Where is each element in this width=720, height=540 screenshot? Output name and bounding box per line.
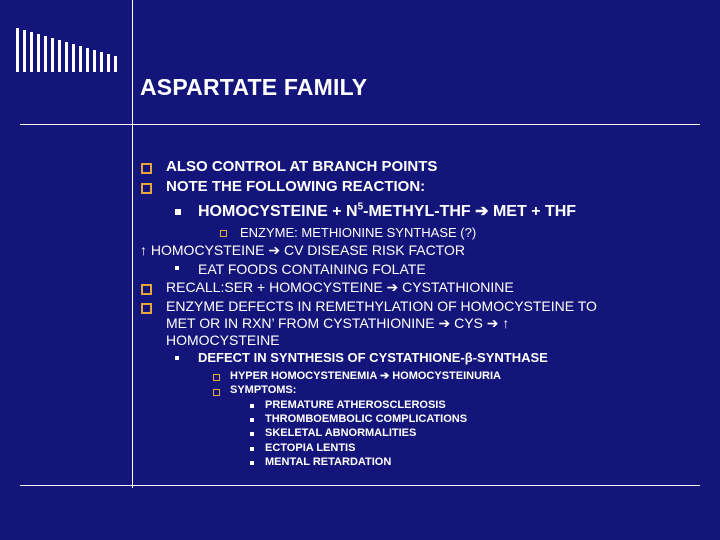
text-line-8: ENZYME DEFECTS IN REMETHYLATION OF HOMOCYSTEINE TO — [166, 298, 597, 314]
bullet-icon — [175, 266, 179, 270]
bullet-icon — [213, 389, 220, 396]
text-line-2: NOTE THE FOLLOWING REACTION: — [166, 178, 426, 195]
bullet-icon — [141, 183, 152, 194]
text-line-1: ALSO CONTROL AT BRANCH POINTS — [166, 158, 438, 175]
text-line-5: ↑ HOMOCYSTEINE ➔ CV DISEASE RISK FACTOR — [140, 242, 465, 258]
text-line-9: MET OR IN RXN’ FROM CYSTATHIONINE ➔ CYS ➔ ↑ — [166, 315, 510, 331]
bullet-icon — [141, 284, 152, 295]
reaction-line: HOMOCYSTEINE + $N^5-METHYL$-THF ➔ MET + THF — [198, 201, 577, 220]
text-line-13: SYMPTOMS: — [230, 384, 297, 396]
slide-title: ASPARTATE FAMILY — [140, 74, 368, 100]
bullet-icon — [175, 356, 179, 360]
text-line-4: ENZYME: METHIONINE SYNTHASE (?) — [240, 225, 477, 240]
text-line-12: HYPER HOMOCYSTENEMIA ➔ HOMOCYSTEINURIA — [230, 370, 501, 382]
symptom-2: THROMBOEMBOLIC COMPLICATIONS — [265, 413, 468, 425]
footer-divider — [20, 485, 700, 486]
bullet-icon — [213, 374, 220, 381]
symptom-4: ECTOPIA LENTIS — [265, 442, 356, 454]
text-line-6: EAT FOODS CONTAINING FOLATE — [198, 261, 426, 277]
symptom-1: PREMATURE ATHEROSCLEROSIS — [265, 399, 446, 411]
bullet-icon — [250, 404, 254, 408]
bullet-icon — [250, 432, 254, 436]
decorative-vertical-line — [132, 0, 133, 488]
symptom-5: MENTAL RETARDATION — [265, 456, 392, 468]
title-divider — [20, 124, 700, 125]
text-line-7: RECALL:SER + HOMOCYSTEINE ➔ CYSTATHIONINE — [166, 279, 514, 295]
bullet-icon — [250, 418, 254, 422]
text-line-11: DEFECT IN SYNTHESIS OF CYSTATHIONE-β-SYNTHASE — [198, 350, 548, 365]
decorative-bars — [16, 28, 116, 72]
bullet-icon — [250, 447, 254, 451]
bullet-icon — [141, 303, 152, 314]
bullet-icon — [220, 230, 227, 237]
text-line-10: HOMOCYSTEINE — [166, 332, 280, 348]
bullet-icon — [175, 209, 181, 215]
symptom-3: SKELETAL ABNORMALITIES — [265, 427, 417, 439]
bullet-icon — [141, 163, 152, 174]
bullet-icon — [250, 461, 254, 465]
